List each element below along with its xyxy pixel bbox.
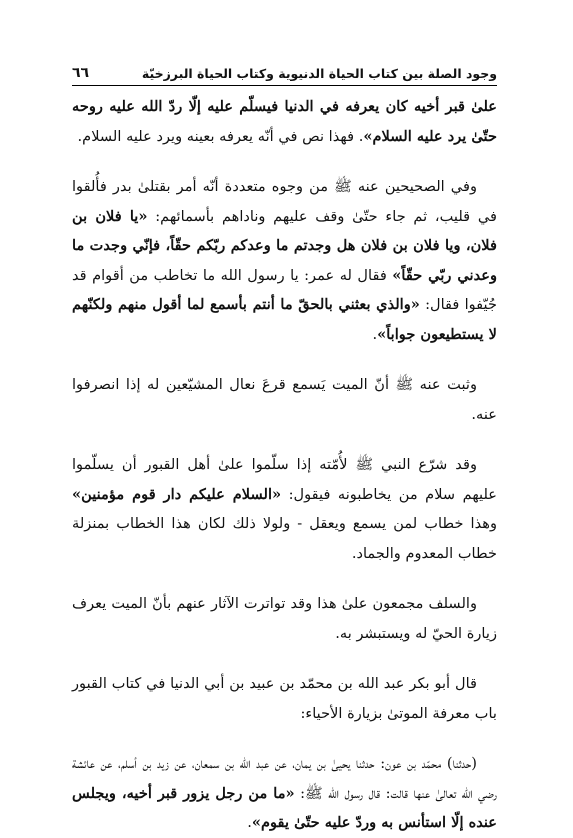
paragraph-6 — [72, 669, 497, 728]
paragraph-text: وهذا خطاب لمن يسمع ويعقل - ولولا ذلك لكان هذا الخطاب بمنزلة خطاب المعدوم والجماد. — [72, 515, 497, 562]
paragraph-7 — [72, 749, 497, 838]
hadith-quote: «يا فلان بن فلان، ويا فلان بن فلان هل وجدتم ما وعدكم ربّكم حقّاً، فإنّي وجدت ما وعدني ربّي حقّاً» — [72, 207, 497, 284]
paragraph-text: والسلف مجمعون علىٰ هذا وقد تواترت الآثار عنهم بأنّ الميت يعرف زيارة الحيّ له ويستبشر به. — [72, 595, 497, 642]
paragraph-4 — [72, 450, 497, 568]
paragraph-text: . فهذا نص في أنّه يعرفه بعينه ويرد عليه السلام. — [77, 127, 364, 145]
paragraph-3 — [72, 370, 497, 429]
paragraph-text: قال أبو بكر عبد الله بن محمّد بن عبيد بن أبي الدنيا في كتاب القبور باب معرفة الموتىٰ بزيارة الأحياء: — [72, 675, 497, 722]
paragraph-1 — [72, 92, 497, 151]
paragraph-text: فقال له عمر: يا رسول الله ما تخاطب من أقوام قد جُيّفوا فقال: — [72, 266, 497, 313]
page-number: ٦٦ — [72, 65, 90, 81]
paragraph-2 — [72, 172, 497, 349]
paragraph-text: . — [247, 814, 252, 831]
paragraph-text: وفي الصحيحين عنه ﷺ من وجوه متعددة أنّه أمر بقتلىٰ بدر فأُلقوا في قليب، ثم جاء حتّىٰ وقف عليهم وناداهم بأسمائهم: — [72, 178, 497, 225]
paragraph-text: وقد شرّع النبي ﷺ لأُمّته إذا سلّموا علىٰ أهل القبور أن يسلّموا عليهم سلام من يخاطبونه فيقول: — [72, 456, 497, 503]
hadith-quote: «السلام عليكم دار قوم مؤمنين» — [72, 485, 282, 503]
page-body — [72, 92, 497, 838]
paragraph-text: . — [372, 325, 378, 343]
paragraph-5 — [72, 589, 497, 648]
hadith-quote: «ما من رجل يزور قبر أخيه، ويجلس عنده إلّا استأنس به وردّ عليه حتّىٰ يقوم» — [72, 784, 497, 831]
paragraph-text: وثبت عنه ﷺ أنّ الميت يَسمع قرعَ نعال المشيّعين له إذا انصرفوا عنه. — [72, 376, 497, 423]
page-header — [72, 57, 497, 86]
running-title: وجود الصلة بين كتاب الحياة الدنيوية وكتاب الحياة البرزخيّة — [141, 66, 497, 81]
hadith-quote: علىٰ قبر أخيه كان يعرفه في الدنيا فيسلّم عليه إلّا ردّ الله عليه روحه حتّىٰ يرد عليه السلام» — [72, 98, 497, 145]
paragraph-text: (حدثنا) محمّد بن عون: حدثنا يحيىٰ بن يمان، عن عبد الله بن سمعان، عن زيد بن أسلم، عن عائشة رضي الله تعالىٰ عنها قالت: قال رسول الله ﷺ: — [72, 755, 497, 802]
hadith-quote: «والذي بعثني بالحقّ ما أنتم بأسمع لما أقول منهم ولكنّهم لا يستطيعون جواباً» — [72, 296, 497, 343]
